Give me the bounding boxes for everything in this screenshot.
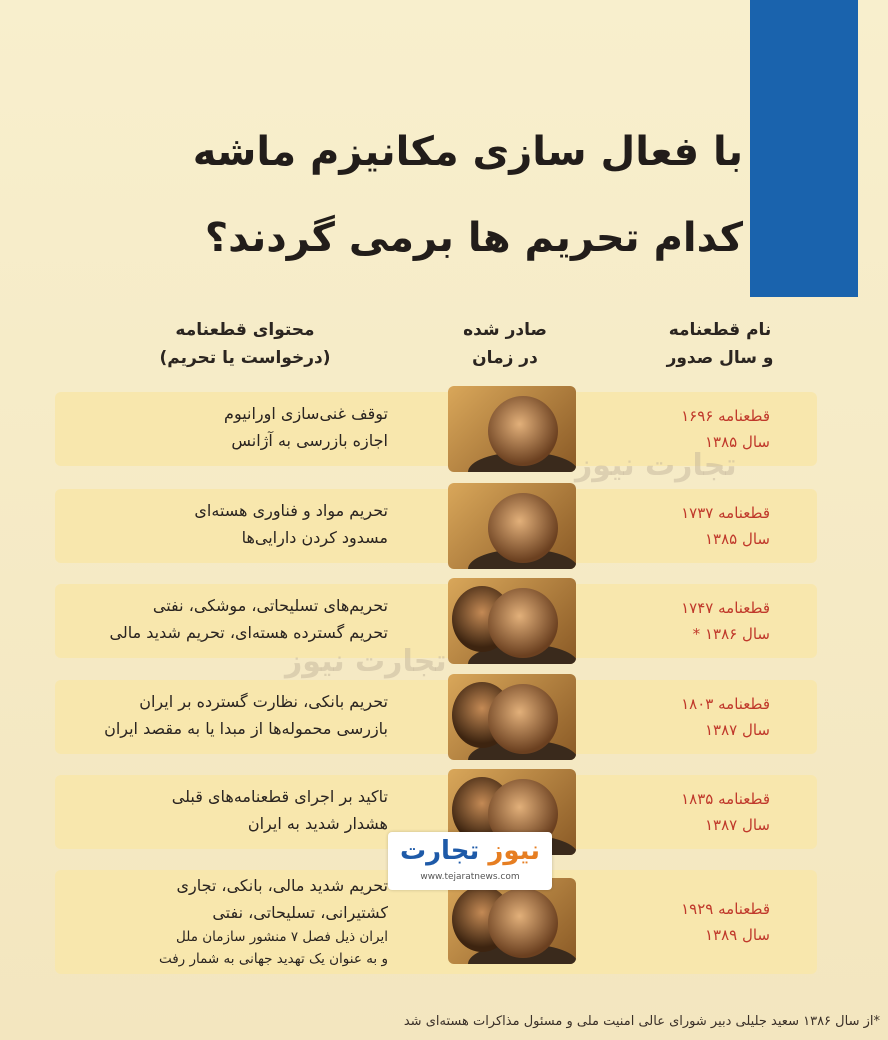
resolution-name <box>660 595 770 647</box>
accent-bar <box>750 0 858 297</box>
content-line: مسدود کردن دارایی‌ها <box>241 528 388 547</box>
content-line: تحریم مواد و فناوری هسته‌ای <box>194 501 388 520</box>
header-name-line1: نام قطعنامه <box>668 320 772 340</box>
header-content <box>140 316 350 372</box>
resolution-year: سال ۱۳۸۵ <box>704 530 770 548</box>
header-issued-line2: در زمان <box>472 348 538 368</box>
portrait-photo <box>448 578 576 664</box>
content-line: بازرسی محموله‌ها از مبدا یا به مقصد ایران <box>104 719 388 738</box>
portrait-photo <box>448 483 576 569</box>
resolution-year: سال ۱۳۸۹ <box>704 926 770 944</box>
portrait-photo <box>448 878 576 964</box>
resolution-year: سال ۱۳۸۷ <box>704 816 770 834</box>
watermark: تجارت نیوز <box>285 644 447 679</box>
header-name-line2: و سال صدور <box>666 348 774 368</box>
resolution-number: قطعنامه ۱۷۳۷ <box>681 504 770 522</box>
content-line: تاکید بر اجرای قطعنامه‌های قبلی <box>171 787 388 806</box>
content-line: و به عنوان یک تهدید جهانی به شمار رفت <box>158 951 388 967</box>
resolution-number: قطعنامه ۱۸۰۳ <box>681 695 770 713</box>
content-line: تحریم گسترده هسته‌ای، تحریم شدید مالی <box>109 623 388 642</box>
resolution-content <box>28 688 388 742</box>
footnote: *از سال ۱۳۸۶ سعید جلیلی دبیر شورای عالی امنیت ملی و مسئول مذاکرات هسته‌ای شد <box>403 1014 880 1029</box>
resolution-year: سال ۱۳۸۵ <box>704 433 770 451</box>
resolution-content <box>28 872 388 970</box>
resolution-content <box>28 400 388 454</box>
resolution-content <box>28 783 388 837</box>
portrait-photo <box>448 674 576 760</box>
content-line: تحریم بانکی، نظارت گسترده بر ایران <box>139 692 388 711</box>
content-line: هشدار شدید به ایران <box>247 814 388 833</box>
header-issued-line1: صادر شده <box>463 320 547 340</box>
resolution-name <box>660 786 770 838</box>
title-line-2: کدام تحریم ها برمی گردند؟ <box>204 215 743 261</box>
content-line: اجازه بازرسی به آژانس <box>231 431 388 450</box>
content-line: کشتیرانی، تسلیحاتی، نفتی <box>212 903 388 922</box>
title-line-1: با فعال سازی مکانیزم ماشه <box>192 129 743 175</box>
resolution-number: قطعنامه ۱۸۳۵ <box>681 790 770 808</box>
logo-url: www.tejaratnews.com <box>420 872 520 882</box>
header-issued <box>440 316 570 372</box>
content-line: ایران ذیل فصل ۷ منشور سازمان ملل <box>176 929 388 945</box>
resolution-year: سال ۱۳۸۷ <box>704 721 770 739</box>
resolution-number: قطعنامه ۱۷۴۷ <box>681 599 770 617</box>
portrait-photo <box>448 386 576 472</box>
resolution-content <box>28 497 388 551</box>
resolution-number: قطعنامه ۱۶۹۶ <box>681 407 770 425</box>
header-content-line1: محتوای قطعنامه <box>175 320 315 340</box>
content-line: تحریم‌های تسلیحاتی، موشکی، نفتی <box>152 596 388 615</box>
watermark: تجارت نیوز <box>575 448 737 483</box>
brand-logo <box>388 832 552 890</box>
content-line: تحریم شدید مالی، بانکی، تجاری <box>176 876 388 895</box>
header-name <box>655 316 785 372</box>
resolution-name <box>660 500 770 552</box>
content-line: توقف غنی‌سازی اورانیوم <box>224 404 388 423</box>
resolution-name <box>660 896 770 948</box>
logo-part-b: نیوز <box>488 836 541 866</box>
resolution-name <box>660 691 770 743</box>
resolution-number: قطعنامه ۱۹۲۹ <box>681 900 770 918</box>
resolution-year: سال ۱۳۸۶ * <box>692 625 770 643</box>
header-content-line2: (درخواست یا تحریم) <box>159 348 331 368</box>
resolution-content <box>28 592 388 646</box>
logo-part-a: تجارت <box>399 836 480 866</box>
